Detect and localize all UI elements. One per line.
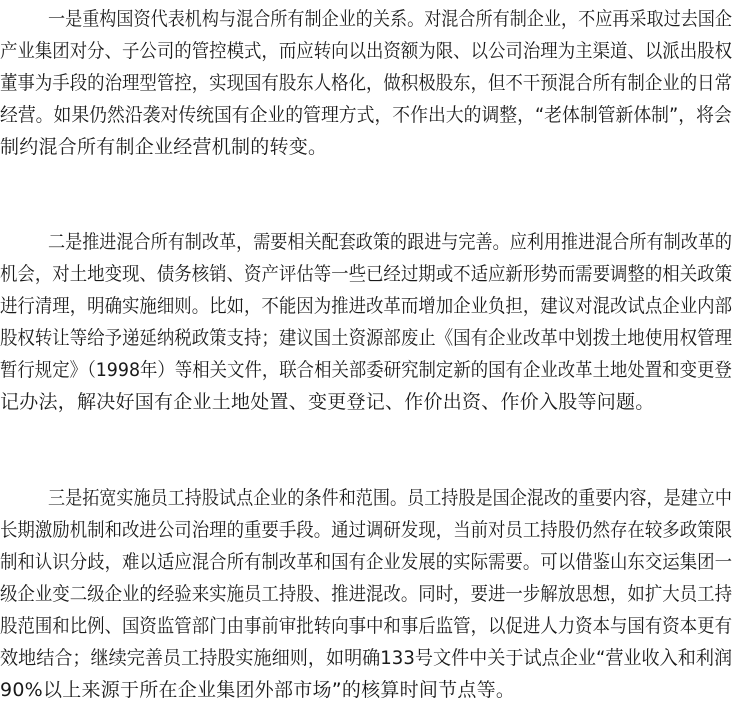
text-line: 制约混合所有制企业经营机制的转变。 (0, 136, 328, 158)
text-line: 效地结合；继续完善员工持股实施细则，如明确133号文件中关于试点企业“营业收入和利润 (0, 647, 733, 669)
text-line: 产业集团对分、子公司的管控模式，而应转向以出资额为限、以公司治理为主渠道、以派出股权 (0, 40, 733, 62)
text-line: 记办法，解决好国有企业土地处置、变更登记、作价出资、作价入股等问题。 (0, 391, 655, 413)
text-line: 一是重构国资代表机构与混合所有制企业的关系。对混合所有制企业，不应再采取过去国企 (48, 8, 733, 30)
text-line: 经营。如果仍然沿袭对传统国有企业的管理方式，不作出大的调整，“老体制管新体制”，将会 (0, 104, 732, 126)
text-line: 长期激励机制和改进公司治理的重要手段。通过调研发现，当前对员工持股仍然存在较多政策限 (0, 519, 733, 541)
text-line: 股权转让等给予递延纳税政策支持；建议国土资源部废止《国有企业改革中划拨土地使用权管理 (0, 327, 733, 349)
text-line: 级企业变二级企业的经验来实施员工持股、推进混改。同时，要进一步解放思想，如扩大员工持 (0, 583, 733, 605)
text-line: 机会，对土地变现、债务核销、资产评估等一些已经过期或不适应新形势而需要调整的相关政策 (0, 263, 733, 285)
text-line: 制和认识分歧，难以适应混合所有制改革和国有企业发展的实际需要。可以借鉴山东交运集团一 (0, 551, 733, 573)
text-line: 二是推进混合所有制改革，需要相关配套政策的跟进与完善。应利用推进混合所有制改革的 (48, 231, 733, 253)
text-line: 三是拓宽实施员工持股试点企业的条件和范围。员工持股是国企混改的重要内容，是建立中 (48, 487, 733, 509)
text-line: 股范围和比例、国资监管部门由事前审批转向事中和事后监管，以促进人力资本与国有资本更有 (0, 615, 733, 637)
text-line: 90%以上来源于所在企业集团外部市场”的核算时间节点等。 (0, 679, 516, 701)
text-line: 董事为手段的治理型管控，实现国有股东人格化，做积极股东，但不干预混合所有制企业的日常 (0, 72, 733, 94)
text-line: 暂行规定》（1998年）等相关文件，联合相关部委研究制定新的国有企业改革土地处置和变更登 (0, 359, 732, 381)
text-line: 进行清理，明确实施细则。比如，不能因为推进改革而增加企业负担，建议对混改试点企业内部 (0, 295, 733, 317)
